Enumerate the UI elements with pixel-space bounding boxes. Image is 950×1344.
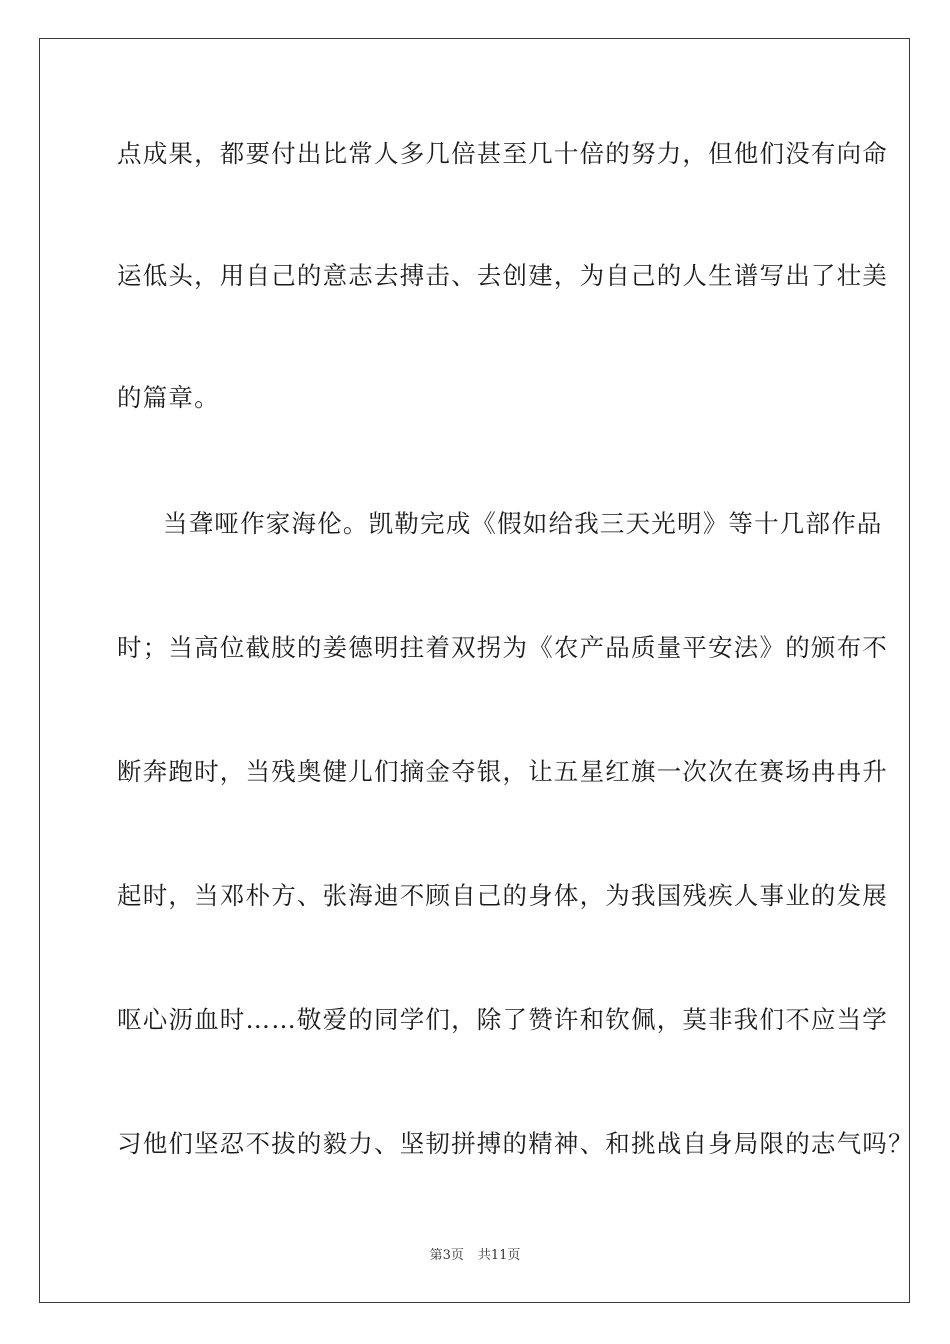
text-line-3: 的篇章。	[117, 383, 220, 412]
text-line-1: 点成果，都要付出比常人多几倍甚至几十倍的努力，但他们没有向命	[117, 139, 888, 168]
text-line-6: 断奔跑时，当残奥健儿们摘金夺银，让五星红旗一次次在赛场冉冉升	[117, 757, 888, 786]
page-border	[39, 38, 914, 1303]
page-total: 共11页	[477, 1248, 521, 1263]
page-number: 第3页	[429, 1248, 464, 1263]
page-footer	[0, 1248, 950, 1264]
text-line-8: 呕心沥血时……敬爱的同学们，除了赞许和钦佩，莫非我们不应当学	[117, 1005, 888, 1034]
text-line-2: 运低头，用自己的意志去搏击、去创建，为自己的人生谱写出了壮美	[117, 261, 888, 290]
text-line-9: 习他们坚忍不拔的毅力、坚韧拼搏的精神、和挑战自身局限的志气吗？	[117, 1129, 914, 1158]
text-line-4: 当聋哑作家海伦。凯勒完成《假如给我三天光明》等十几部作品	[163, 509, 883, 538]
text-line-5: 时；当高位截肢的姜德明拄着双拐为《农产品质量平安法》的颁布不	[117, 633, 888, 662]
text-line-7: 起时，当邓朴方、张海迪不顾自己的身体，为我国残疾人事业的发展	[117, 881, 888, 910]
